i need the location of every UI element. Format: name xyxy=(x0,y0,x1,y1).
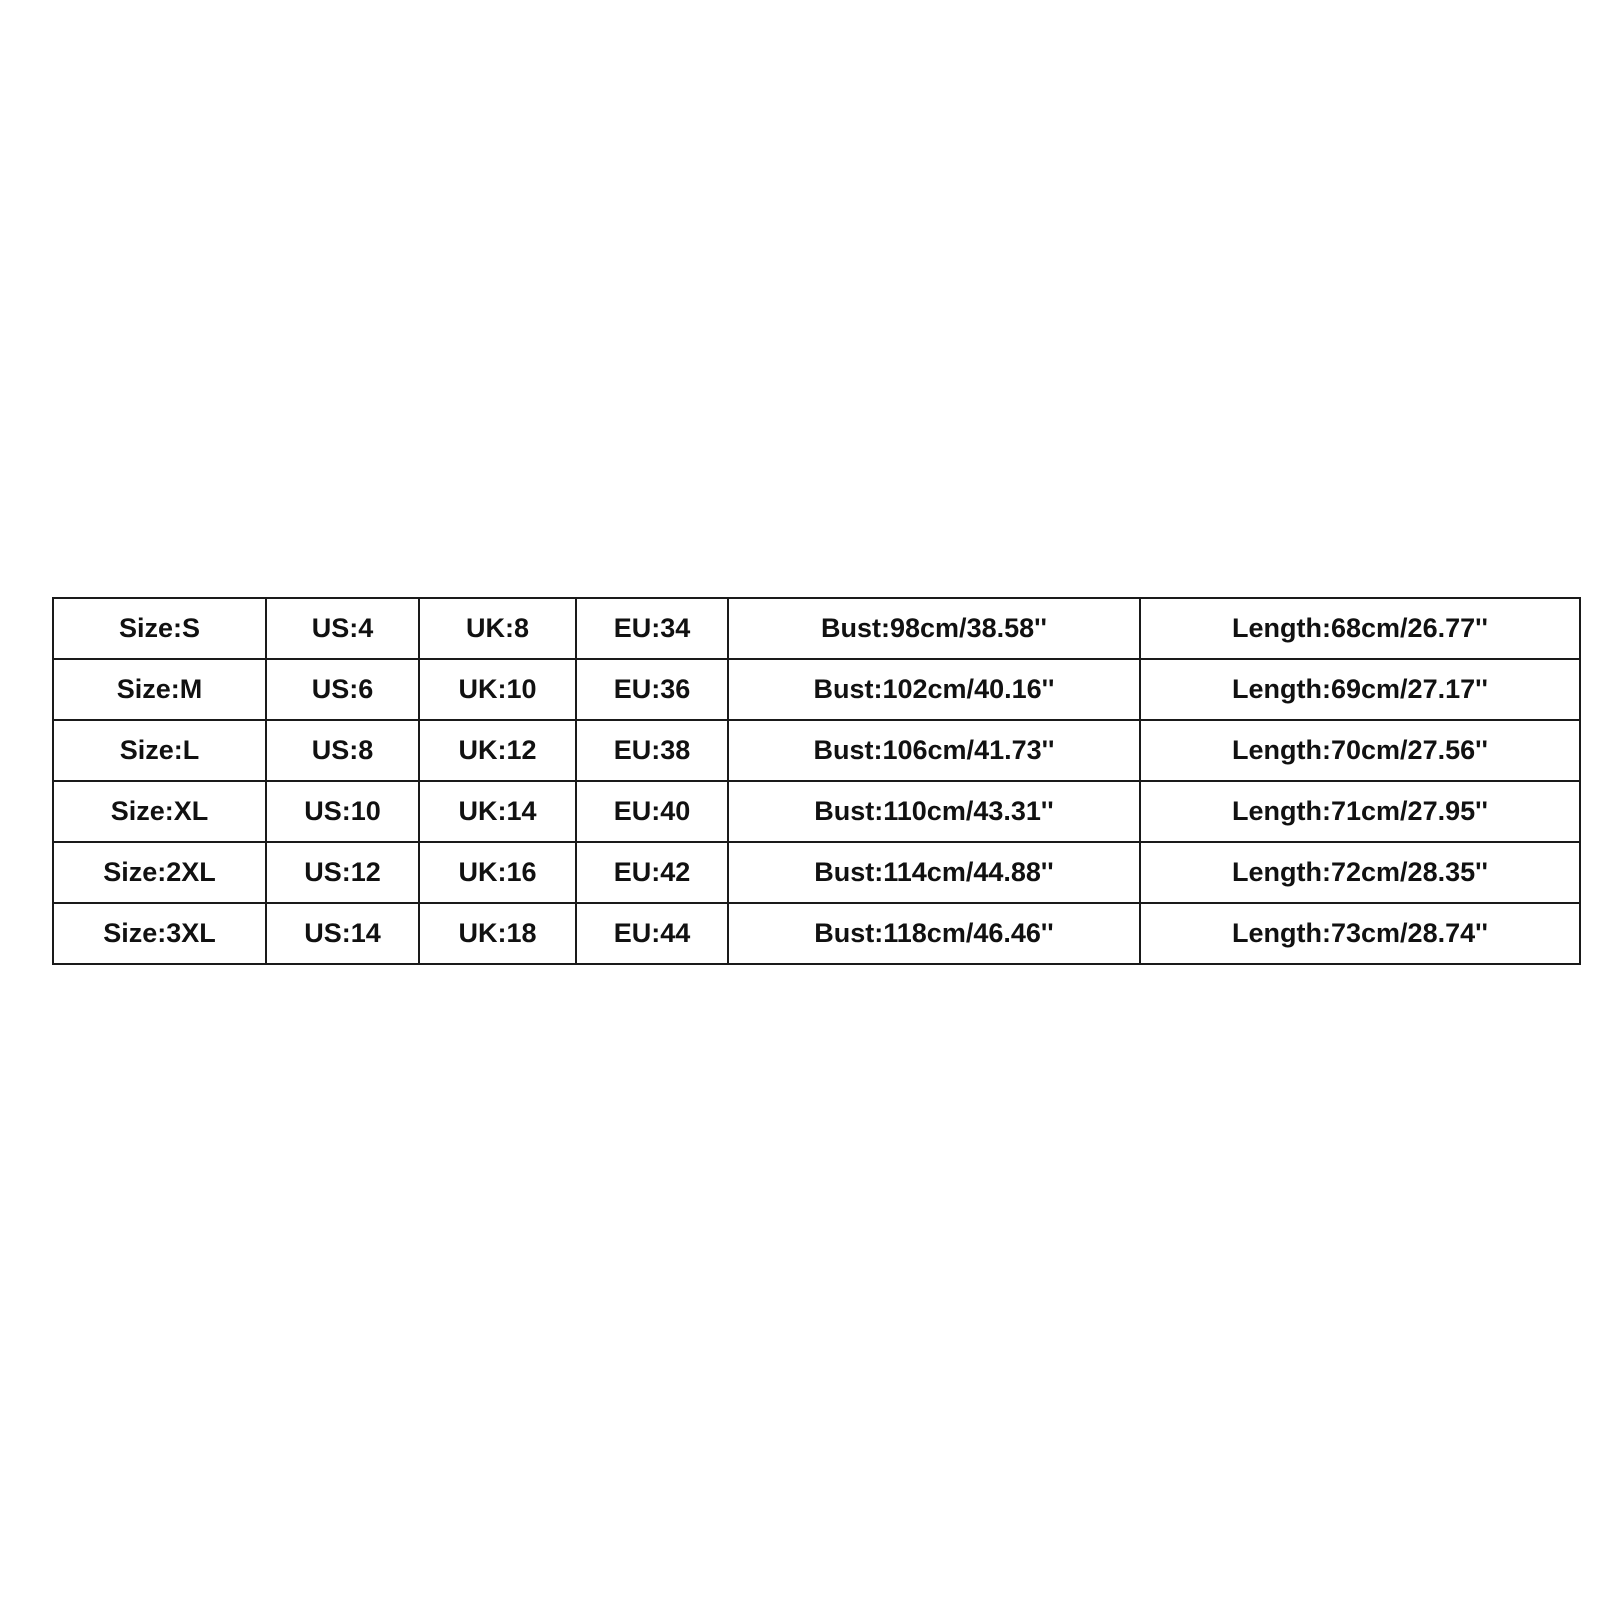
uk-size-cell: UK:14 xyxy=(419,781,576,842)
length-cell: Length:73cm/28.74'' xyxy=(1140,903,1580,964)
bust-cell: Bust:110cm/43.31'' xyxy=(728,781,1140,842)
eu-size-cell: EU:36 xyxy=(576,659,728,720)
length-cell: Length:72cm/28.35'' xyxy=(1140,842,1580,903)
length-cell: Length:71cm/27.95'' xyxy=(1140,781,1580,842)
size-cell: Size:M xyxy=(53,659,266,720)
eu-size-cell: EU:40 xyxy=(576,781,728,842)
bust-cell: Bust:118cm/46.46'' xyxy=(728,903,1140,964)
size-chart-table xyxy=(52,597,1581,965)
bust-cell: Bust:114cm/44.88'' xyxy=(728,842,1140,903)
us-size-cell: US:10 xyxy=(266,781,419,842)
us-size-cell: US:8 xyxy=(266,720,419,781)
uk-size-cell: UK:12 xyxy=(419,720,576,781)
eu-size-cell: EU:34 xyxy=(576,598,728,659)
us-size-cell: US:4 xyxy=(266,598,419,659)
size-cell: Size:3XL xyxy=(53,903,266,964)
bust-cell: Bust:102cm/40.16'' xyxy=(728,659,1140,720)
us-size-cell: US:12 xyxy=(266,842,419,903)
length-cell: Length:69cm/27.17'' xyxy=(1140,659,1580,720)
table-row xyxy=(53,903,1580,964)
table-row xyxy=(53,659,1580,720)
uk-size-cell: UK:16 xyxy=(419,842,576,903)
us-size-cell: US:6 xyxy=(266,659,419,720)
table-row xyxy=(53,720,1580,781)
uk-size-cell: UK:10 xyxy=(419,659,576,720)
uk-size-cell: UK:8 xyxy=(419,598,576,659)
size-cell: Size:L xyxy=(53,720,266,781)
length-cell: Length:68cm/26.77'' xyxy=(1140,598,1580,659)
eu-size-cell: EU:42 xyxy=(576,842,728,903)
eu-size-cell: EU:44 xyxy=(576,903,728,964)
size-cell: Size:XL xyxy=(53,781,266,842)
table-row xyxy=(53,598,1580,659)
bust-cell: Bust:98cm/38.58'' xyxy=(728,598,1140,659)
table-row xyxy=(53,842,1580,903)
us-size-cell: US:14 xyxy=(266,903,419,964)
bust-cell: Bust:106cm/41.73'' xyxy=(728,720,1140,781)
uk-size-cell: UK:18 xyxy=(419,903,576,964)
size-cell: Size:2XL xyxy=(53,842,266,903)
table-row xyxy=(53,781,1580,842)
eu-size-cell: EU:38 xyxy=(576,720,728,781)
length-cell: Length:70cm/27.56'' xyxy=(1140,720,1580,781)
size-cell: Size:S xyxy=(53,598,266,659)
